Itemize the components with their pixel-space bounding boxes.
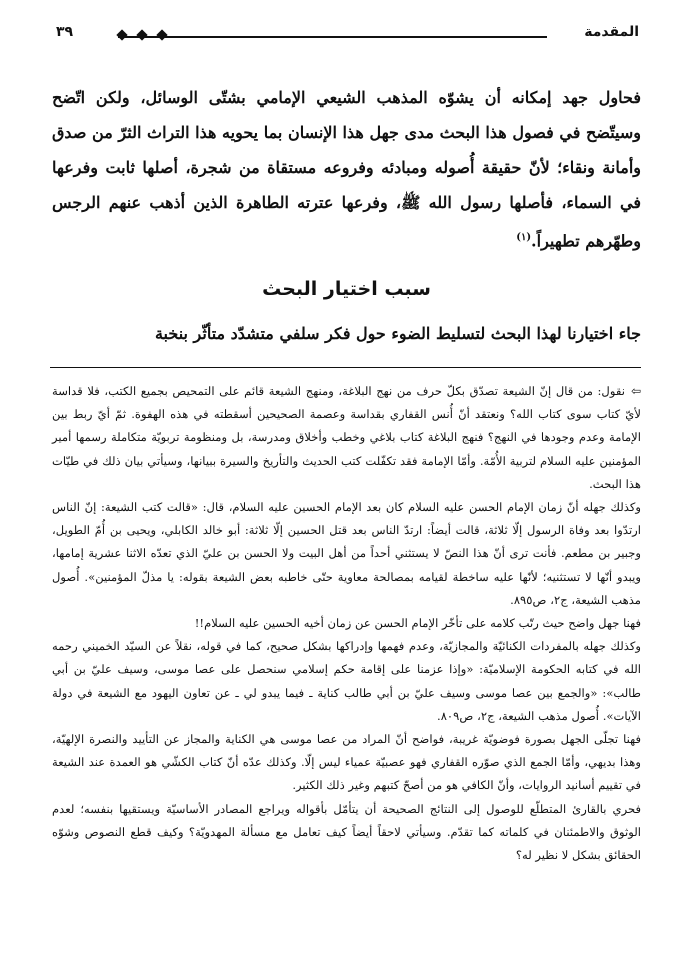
header-ornament-dot [156,29,167,40]
section-heading: سبب اختيار البحث [262,278,431,301]
footnote-item: وكذلك جهله أنّ زمان الإمام الحسن عليه السلام كان بعد الإمام الحسين عليه السلام، قال: «قالت كتب الشيعة: إنّ الناس ارتدّوا بعد وفاة الرسول إلّا ثلاثة، قالت أيضاً: ارتدّ الناس بعد قتل الحسين إلّا ثلاثة: أبو خالد الكابلي، ويحيى بن أُمّ الطويل، وجبير بن مطعم. فأنت ترى أنّ هذا النصّ لا يستثني أحداً من أهل البيت ولا الحسن بن عليّ الذي تعدّه الاثنا عشرية إمامها، ويبدو أنّها لا تستثنيه؛ لأنّها عليه ساخطة لقيامه بمصالحة معاوية حتّى خاطبه بعض الشيعة بقوله: يا مذلّ المؤمنين». أُصول مذهب الشيعة، ج٢، ص٨٩٥. [52,500,641,607]
intro-paragraph-text: فحاول جهد إمكانه أن يشوّه المذهب الشيعي الإمامي بشتّى الوسائل، ولكن اتّضح وسيتّضح في فصول هذا البحث مدى جهل هذا الإنسان بما يحويه هذا التراث الثرّ من صدق وأمانة ونقاء؛ لأنّ حقيقة أُصوله ومبادئه وفروعه مستقاة من شجرة، أصلها ثابت وفرعها في السماء، فأصلها رسول الله ﷺ، وفرعها عترته الطاهرة الذين أذهب عنهم الرجس وطهّرهم تطهيراً. [52,88,641,251]
footnotes [52,380,641,867]
footnote-item: فهنا تجلّى الجهل بصورة فوضويّة غريبة، فواضح أنّ المراد من عصا موسى هي الكناية والمجاز عن التأييد والنصرة الإلهيّة، وهذا بديهي، وأمّا الجمع الذي صوّره القفاري فهو عصبيّة عمياء ليس إلّا. وكذلك عدّه أنّ كتاب الكشّي هو العمدة عند الشيعة في تقييم أسانيد الروايات، وأنّ الكافي هو من أصحّ كتبهم وغير ذلك الكثير. [52,732,641,793]
running-header-title: المقدمة [584,24,639,40]
footnote-item: وكذلك جهله بالمفردات الكنائيّة والمجازيّة، وعدم فهمها وإدراكها بشكل صحيح، كما في قوله، نقلاً عن السيّد الخميني رحمه الله في كتابه الحكومة الإسلاميّة: «وإذا عزمنا على إقامة حكم إسلامي سنحصل على عصا موسى، وسيف عليّ بن أبي طالب»: «والجمع بين عصا موسى وسيف عليّ بن أبي طالب كناية ـ فيما يبدو لي ـ عن تعاون اليهود مع الشيعة في دولة الآيات». أُصول مذهب الشيعة، ج٢، ص٨٠٩. [52,639,641,723]
footnote-item [52,380,641,496]
left-arrow-icon: ⇦ [630,384,641,398]
section-paragraph: جاء اختيارنا لهذا البحث لتسليط الضوء حول فكر سلفي متشدّد متأثّر بنخبة [154,324,641,344]
header-ornament-dot [136,29,147,40]
page-number: ٣٩ [56,24,74,40]
header-ornament-dot [116,29,127,40]
footnote-marker: (١) [516,232,532,243]
intro-paragraph [52,80,641,258]
footnote-separator [50,367,641,368]
main-text [52,80,641,351]
footnote-item: فحري بالقارئ المتطلّع للوصول إلى النتائج الصحيحة أن يتأمّل بأقواله ويراجع المصادر الأساسيّة ويستقيها بنفسه؛ لعدم الوثوق والاطمئنان في كلماته كما تقدّم. وسيأتي لاحقاً أيضاً كيف تعامل مع مسألة المهدويّة؟ وكيف قطع النصوص وشوّه الحقائق بشكل لا نظير له؟ [52,801,641,863]
footnote-item: فهنا جهل واضح حيث رتّب كلامه على تأخّر الإمام الحسن عن زمان أخيه الحسين عليه السلام!! [194,616,641,631]
header-rule [118,36,547,38]
footnote-text: نقول: من قال إنّ الشيعة تصدّق بكلّ حرف من نهج البلاغة، ومنهج الشيعة قائم على التمحيص بجميع الكتب، فلا قداسة لأيّ كتاب سوى كتاب الله؟ ونعتقد أنّ أُنس القفاري بقداسة وعصمة الصحيحين أسقطته في هذه الهفوة. ثمّ أيّ ربط بين الإمامة وعدم وجودها في النهج؟ فنهج البلاغة كتاب بلاغي وخطب وأخلاق ومدرسة، بل ومنظومة تربويّة متكاملة رسمها أمير المؤمنين عليه السلام لتربية الأُمّة. وأمّا الإمامة فقد تكفّلت كتب الحديث والتأريخ والسيرة ببيانها، وسيأتي بيان ذلك في طيّات هذا البحث. [52,384,641,491]
